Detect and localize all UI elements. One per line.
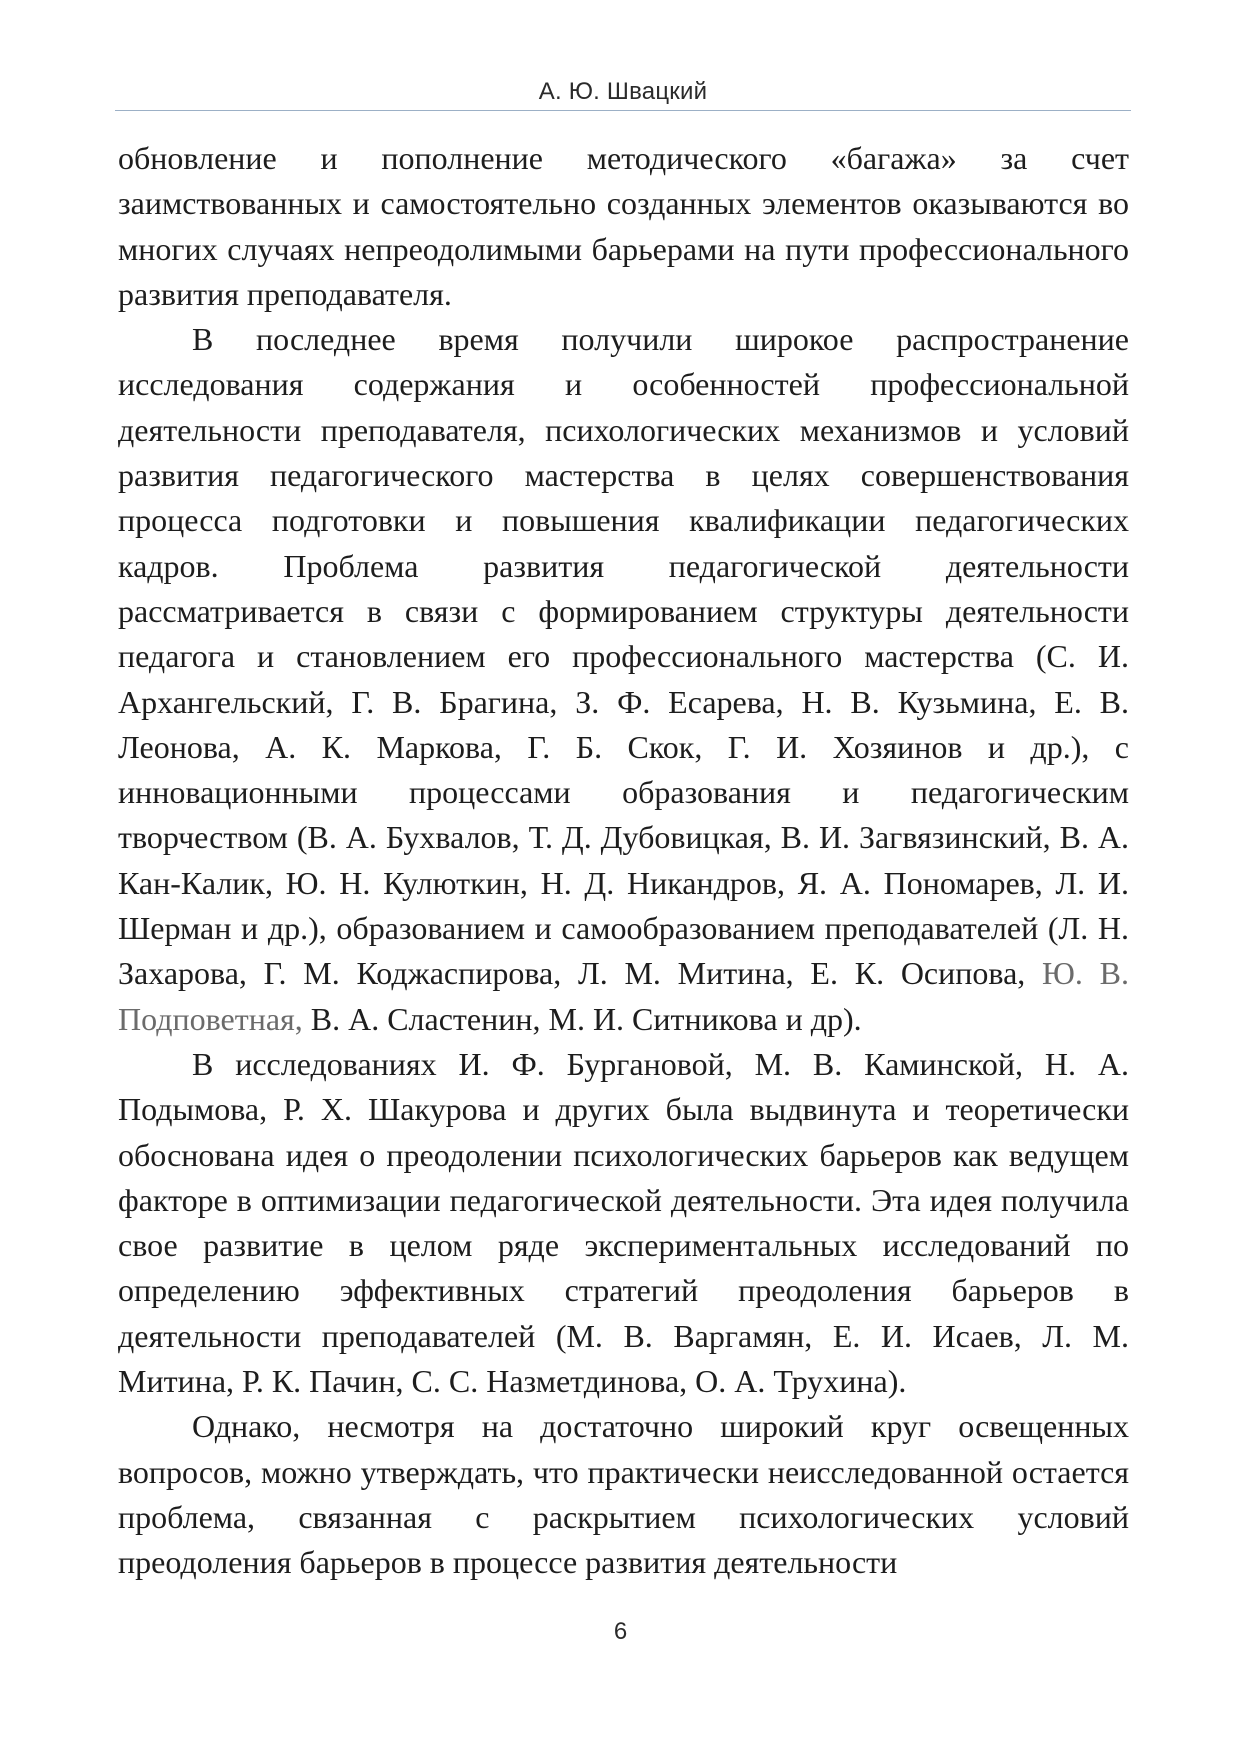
- paragraph-however: Однако, несмотря на достаточно широкий круг освещенных вопросов, можно утверждать, что практически неисследованной остается проблема, связанная с раскрытием психологических условий преодоления барьеров в процессе развития деятельности: [118, 1408, 1129, 1581]
- paragraph-barriers-studies: В исследованиях И. Ф. Бургановой, М. В. Каминской, Н. А. Подымова, Р. Х. Шакурова и других была выдвинута и теоретически обоснована идея о преодолении психологических барьеров как ведущем факторе в оптимизации педагогической деятельности. Эта идея получила свое развитие в целом ряде экспериментальных исследований по определению эффективных стратегий преодоления барьеров в деятельности преподавателей (М. В. Варгамян, Е. И. Исаев, Л. М. Митина, Р. К. Пачин, С. С. Назметдинова, О. А. Трухина).: [118, 1045, 1129, 1400]
- page-number: 6: [613, 1618, 628, 1645]
- header-divider: [115, 110, 1131, 111]
- paragraph-continuation: обновление и пополнение методического «багажа» за счет заимствованных и самостоятельно созданных элементов оказываются во многих случаях непреодолимыми барьерами на пути профессионального развития преподавателя.: [118, 140, 1129, 312]
- page-body: [118, 136, 1129, 1586]
- faded-author-name: Ю. В. Подповетная,: [118, 955, 1130, 1037]
- running-header-author: А. Ю. Швацкий: [538, 78, 708, 105]
- paragraph-recent-research: [118, 317, 1129, 1042]
- paragraph-text: В последнее время получили широкое распространение исследования содержания и особенностей профессиональной деятельности преподавателя, психологических механизмов и условий развития педагогического мастерства в целях совершенствования процесса подготовки и повышения квалификации педагогических кадров. Проблема развития педагогической деятельности рассматривается в связи с формированием структуры деятельности педагога и становлением его профессионального мастерства (С. И. Архангельский, Г. В. Брагина, З. Ф. Есарева, Н. В. Кузьмина, Е. В. Леонова, А. К. Маркова, Г. Б. Скок, Г. И. Хозяинов и др.), с инновационными процессами образования и педагогическим творчеством (В. А. Бухвалов, Т. Д. Дубовицкая, В. И. Загвязинский, В. А. Кан-Калик, Ю. Н. Кулюткин, Н. Д. Никандров, Я. А. Пономарев, Л. И. Шерман и др.), образованием и самообразованием преподавателей (Л. Н. Захарова, Г. М. Коджаспирова, Л. М. Митина, Е. К. Осипова,: [118, 321, 1129, 992]
- paragraph-text-end: В. А. Сластенин, М. И. Ситникова и др).: [302, 1000, 862, 1037]
